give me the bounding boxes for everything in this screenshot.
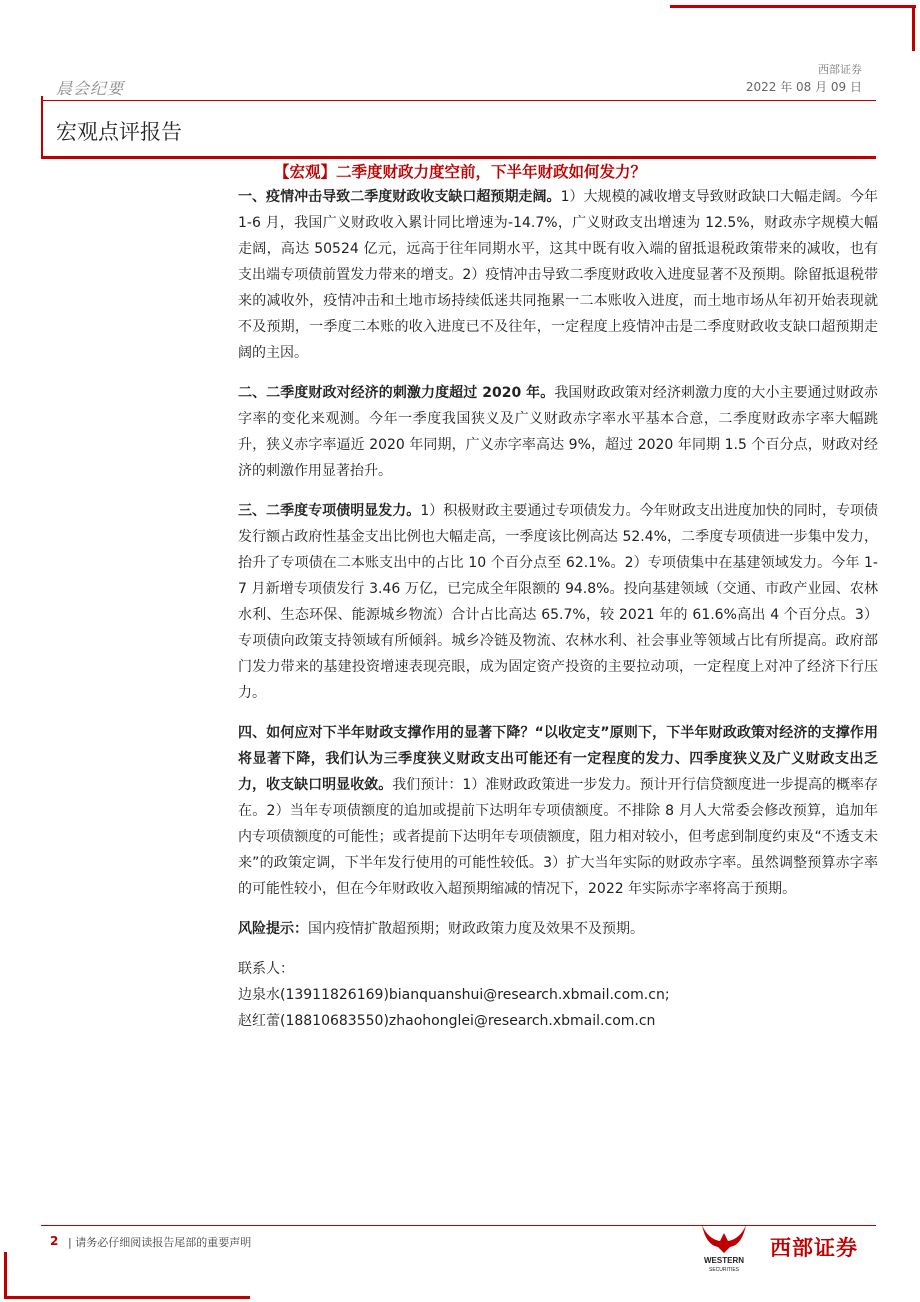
header-brand: 西部证券 (818, 63, 862, 76)
risk-notice-heading: 风险提示： (238, 921, 308, 937)
paragraph-2-heading: 二、二季度财政对经济的刺激力度超过 2020 年。 (238, 385, 555, 401)
risk-notice (238, 916, 878, 942)
bottom-accent-vline (4, 1252, 7, 1298)
paragraph-1-heading: 一、疫情冲击导致二季度财政收支缺口超预期走阔。 (238, 189, 561, 205)
paragraph-2 (238, 380, 878, 484)
header-vline (41, 96, 43, 158)
paragraph-1-text: 1）大规模的减收增支导致财政缺口大幅走阔。今年 1-6 月，我国广义财政收入累计同比增速为-14.7%，广义财政支出增速为 12.5%，财政赤字规模大幅走阔，高达 50524 亿元，远高于往年同期水平，这其中既有收入端的留抵退税政策带来的减收，也有支出端专项债前置发力带来的增支。2）疫情冲击导致二季度财政收入进度显著不及预期。除留抵退税带来的减收外，疫情冲击和土地市场持续低迷共同拖累一二本账收入进度，而土地市场从年初开始表现就不及预期，一季度二本账的收入进度已不及往年，一定程度上疫情冲击是二季度财政收支缺口超预期走阔的主因。 (238, 189, 879, 361)
top-accent-line (670, 5, 916, 8)
report-date: 2022 年 08 月 09 日 (745, 80, 862, 94)
article-title: 【宏观】二季度财政力度空前，下半年财政如何发力？ (273, 163, 646, 181)
logo-text: 西部证券 (770, 1236, 858, 1260)
header-bar (41, 156, 876, 159)
top-accent-vline (912, 5, 915, 51)
logo-securities-text: SECURITIES (708, 1267, 740, 1273)
paragraph-3-heading: 三、二季度专项债明显发力。 (238, 503, 421, 519)
risk-notice-text: 国内疫情扩散超预期；财政政策力度及效果不及预期。 (308, 921, 644, 937)
logo-western-text: WESTERN (704, 1256, 744, 1265)
page-number: 2 (50, 1234, 59, 1248)
article-body (238, 184, 878, 1034)
paragraph-4 (238, 720, 878, 902)
paragraph-4-text: 我们预计：1）准财政政策进一步发力。预计开行信贷额度进一步提高的概率存在。2）当年专项债额度的追加或提前下达明年专项债额度。不排除 8 月人大常委会修改预算，追加年内专项债额度的可能性；或者提前下达明年专项债额度，阻力相对较小，但考虑到制度约束及“不透支未来”的政策定调，下半年发行使用的可能性较低。3）扩大当年实际的财政赤字率。虽然调整预算赤字率的可能性较小，但在今年财政收入超预期缩减的情况下，2022 年实际赤字率将高于预期。 (238, 777, 879, 897)
report-type: 宏观点评报告 (56, 120, 182, 144)
logo-horns-shape (702, 1225, 746, 1253)
paragraph-1 (238, 184, 878, 366)
western-securities-logo-icon (694, 1219, 754, 1279)
paragraph-4-heading: 四、如何应对下半年财政支撑作用的显著下降？“以收定支”原则下，下半年财政政策对经济的支撑作用将显著下降，我们认为三季度狭义财政支出可能还有一定程度的发力、四季度狭义及广义财政支出乏力，收支缺口明显收敛。 (238, 725, 878, 793)
paragraph-3-text: 1）积极财政主要通过专项债发力。今年财政支出进度加快的同时，专项债发行额占政府性基金支出比例也大幅走高，一季度该比例高达 52.4%，二季度专项债进一步集中发力，抬升了专项债在二本账支出中的占比 10 个百分点至 62.1%。2）专项债集中在基建领域发力。今年 1-7 月新增专项债发行 3.46 万亿，已完成全年限额的 94.8%。投向基建领域（交通、市政产业园、农林水利、生态环保、能源城乡物流）合计占比高达 65.7%，较 2021 年的 61.6%高出 4 个百分点。3）专项债向政策支持领域有所倾斜。城乡冷链及物流、农林水利、社会事业等领域占比有所提高。政府部门发力带来的基建投资增速表现亮眼，成为固定资产投资的主要拉动项，一定程度上对冲了经济下行压力。 (238, 503, 879, 701)
header-hline (41, 100, 876, 101)
contact-line-2[interactable]: 赵红蕾(18810683550)zhaohonglei@research.xbmail.com.cn (238, 1013, 656, 1029)
paragraph-3 (238, 498, 878, 706)
bottom-accent-line (4, 1296, 250, 1299)
contacts-label: 联系人： (238, 961, 294, 977)
contact-line-1[interactable]: 边泉水(13911826169)bianquanshui@research.xbmail.com.cn; (238, 987, 670, 1003)
section-label: 晨会纪要 (56, 79, 125, 98)
disclaimer: | 请务必仔细阅读报告尾部的重要声明 (68, 1236, 252, 1249)
paragraph-2-text: 我国财政政策对经济刺激力度的大小主要通过财政赤字率的变化来观测。今年一季度我国狭义及广义财政赤字率水平基本合意，二季度财政赤字率大幅跳升，狭义赤字率逼近 2020 年同期，广义赤字率高达 9%，超过 2020 年同期 1.5 个百分点，财政对经济的刺激作用显著抬升。 (238, 385, 879, 479)
